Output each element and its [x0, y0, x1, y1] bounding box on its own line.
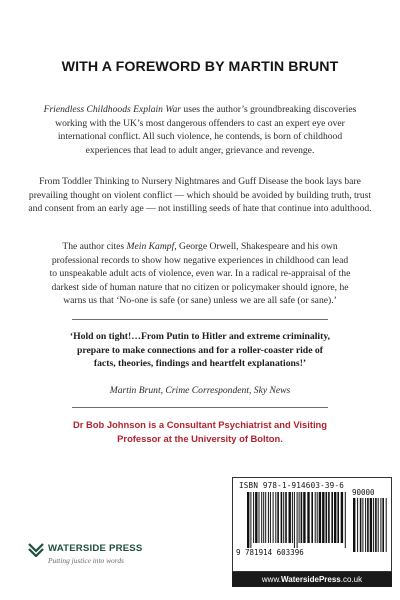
barcode-bar: [382, 498, 384, 552]
barcode-bar: [294, 492, 295, 548]
barcode-bar: [299, 492, 300, 543]
quote-attribution: Martin Brunt, Crime Correspondent, Sky News: [109, 385, 291, 396]
blurb-line: working with the UK’s most dangerous offenders to cast an expert eye over: [55, 117, 345, 129]
url-domain: WatersidePress: [281, 575, 341, 584]
blurb-line: warns us that ‘No-one is safe (or sane) unless we are all safe (or sane).’: [63, 295, 337, 307]
url-suffix: .co.uk: [340, 575, 363, 584]
author-bio: [40, 418, 360, 446]
addon-digits: 90000: [352, 488, 375, 497]
barcode-bar: [337, 492, 339, 543]
barcode-bar: [250, 492, 251, 548]
book-title: Friendless Childhoods Explain War: [43, 104, 182, 115]
barcode-bar: [373, 498, 374, 552]
endorsement-quote: [60, 330, 340, 371]
addon-bars: [353, 498, 387, 552]
barcode-bar: [345, 492, 346, 548]
barcode-bar: [275, 492, 276, 543]
publisher-name: WATERSIDE PRESS: [48, 543, 143, 554]
barcode-bar: [297, 492, 298, 548]
quote-line: facts, theories, findings and heartfelt explanations!’: [93, 358, 307, 370]
barcode-bar: [268, 492, 269, 543]
blurb-text: , George Orwell, Shakespeare and his own: [174, 241, 338, 252]
barcode-bar: [341, 492, 343, 543]
quote-line: ‘Hold on tight!…From Putin to Hitler and extreme criminality,: [69, 331, 331, 342]
blurb-paragraph-1: [12, 103, 388, 157]
bio-line: Dr Bob Johnson is a Consultant Psychiatrist and Visiting: [72, 419, 328, 430]
publisher-tagline: Putting justice into words: [48, 556, 124, 565]
barcode-bar: [328, 492, 330, 543]
blurb-line: international conflict. All such violence, he contends, is born of childhood: [57, 131, 343, 143]
blurb-line: professional records to show how negative experiences in childhood can lead: [51, 254, 349, 266]
blurb-line: From Toddler Thinking to Nursery Nightmares and Guff Disease the book lays bare: [39, 176, 361, 187]
barcode-bar: [378, 498, 379, 552]
blurb-text: uses the author’s groundbreaking discoveries: [181, 104, 357, 115]
barcode-bar: [367, 498, 369, 552]
barcode-bar: [281, 492, 283, 543]
barcode-bar: [301, 492, 303, 543]
barcode-bar: [362, 498, 363, 552]
blurb-text: The author cites: [62, 241, 127, 252]
barcode-bar: [380, 498, 381, 552]
blurb-line: experiences that lead to adult anger, grievance and revenge.: [85, 144, 315, 156]
barcode-bar: [261, 492, 262, 543]
quote-divider-top: [72, 319, 328, 320]
barcode-bar: [322, 492, 324, 543]
barcode-bar: [263, 492, 264, 543]
barcode-bar: [326, 492, 328, 543]
blurb-line: to unspeakable adult acts of violence, even war. In a radical re-appraisal of the: [49, 268, 351, 280]
isbn-label: ISBN 978-1-914603-39-6: [239, 481, 344, 490]
quote-divider-bottom: [72, 407, 328, 408]
barcode-bar: [270, 492, 271, 543]
barcode-bar: [303, 492, 305, 543]
blurb-line: [12, 240, 388, 254]
quote-line: prepare to make connections and for a roller-coaster ride of: [76, 344, 323, 356]
barcode-bar: [307, 492, 309, 543]
barcode-bar: [375, 498, 377, 552]
blurb-line: and consent from an early age — not instilling seeds of hate that continue into adulthood.: [28, 203, 372, 215]
blurb-line: [12, 103, 388, 117]
barcode-bar: [360, 498, 362, 552]
blurb-paragraph-3: [12, 240, 388, 308]
bio-line: Professor at the University of Bolton.: [117, 432, 283, 444]
cited-title: Mein Kampf: [126, 241, 175, 252]
barcode-bar: [292, 492, 293, 543]
blurb-line: darkest side of human nature that no citizen or policymaker should ignore, he: [51, 281, 349, 293]
barcode-bar: [365, 498, 366, 552]
barcode-bar: [353, 498, 355, 552]
publisher-logo: [28, 540, 188, 570]
barcode-bar: [315, 492, 316, 543]
barcode-bar: [319, 492, 321, 543]
barcode-bar: [386, 498, 387, 552]
waterside-press-icon: [28, 541, 44, 557]
barcode-bar: [311, 492, 313, 543]
barcode-bar: [265, 492, 266, 543]
barcode-bar: [283, 492, 284, 543]
barcode-bar: [370, 498, 372, 552]
barcode-bar: [331, 492, 333, 543]
barcode-bar: [255, 492, 257, 543]
ean13-bars: [247, 492, 347, 548]
ean13-digits: 9 781914 603396: [236, 548, 304, 557]
barcode-bar: [253, 492, 254, 543]
barcode-bar: [277, 492, 279, 543]
barcode-bar: [247, 492, 249, 548]
barcode-bar: [357, 498, 358, 552]
barcode-bar: [289, 492, 291, 543]
barcode-bar: [285, 492, 287, 543]
publisher-url-bar: [232, 572, 392, 587]
barcode-bar: [273, 492, 274, 543]
barcode-bar: [259, 492, 260, 543]
url-prefix: www.: [261, 575, 282, 584]
blurb-line: prevailing thought on violent conflict — which should be avoided by building truth, trust: [28, 189, 372, 201]
barcode-bar: [317, 492, 318, 543]
barcode-bar: [334, 492, 336, 543]
foreword-heading: WITH A FOREWORD BY MARTIN BRUNT: [61, 59, 339, 75]
blurb-paragraph-2: [12, 175, 388, 216]
isbn-barcode: [232, 477, 392, 572]
